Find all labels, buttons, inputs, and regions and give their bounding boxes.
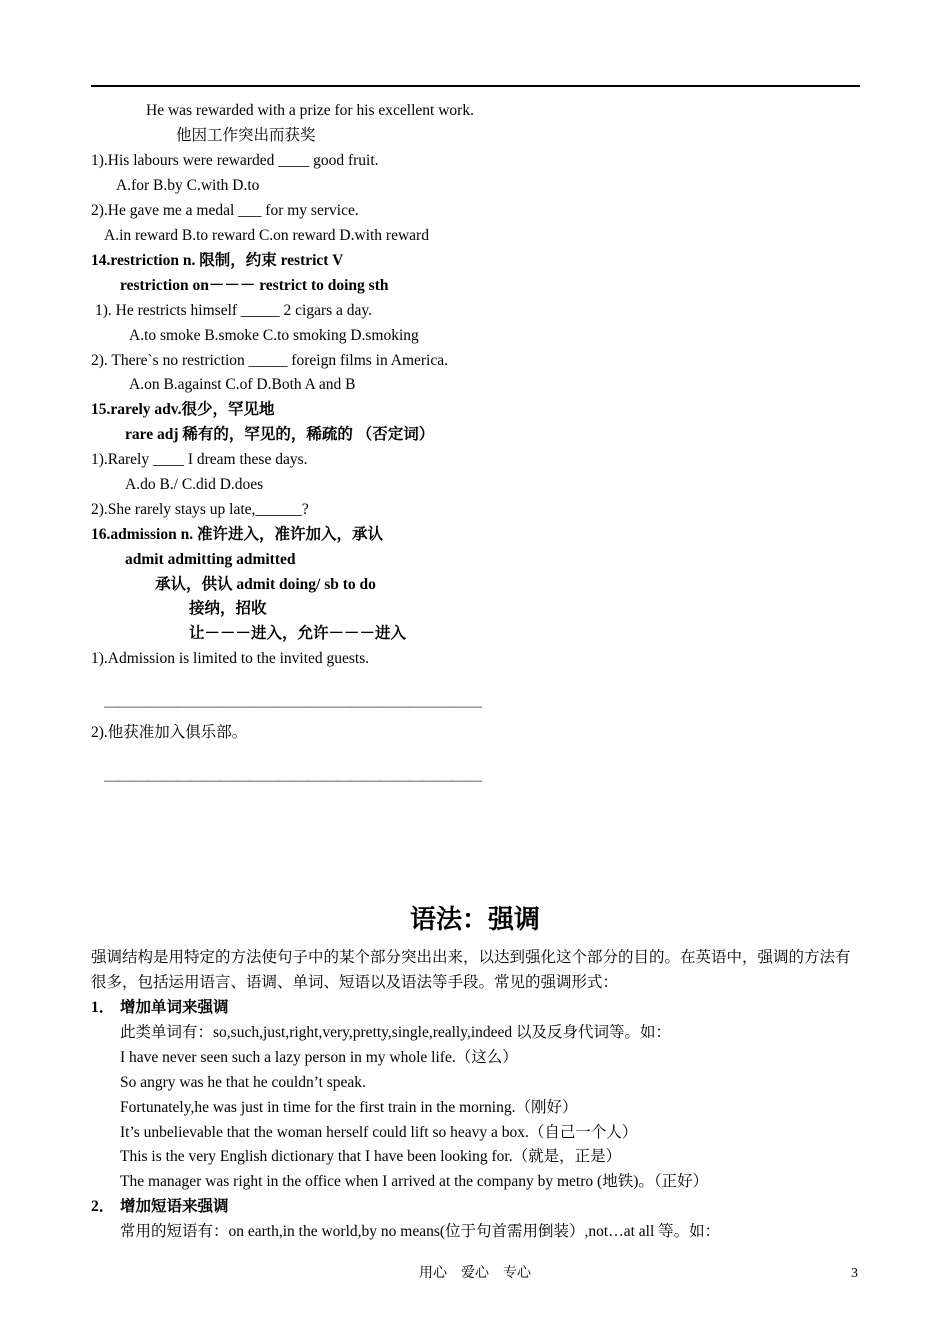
vocab-sense: 承认，供认 admit doing/ sb to do [155, 576, 376, 593]
example-sentence: So angry was he that he couldn’t speak. [120, 1074, 366, 1091]
question-options: A.for B.by C.with D.to [116, 177, 260, 194]
vocab-heading: 16.admission n. 准许进入，准许加入，承认 [91, 526, 383, 543]
translation-prompt: 1).Admission is limited to the invited guests. [91, 650, 370, 667]
question-options: A.in reward B.to reward C.on reward D.with reward [104, 227, 429, 244]
vocab-usage: restriction on－－－ restrict to doing sth [120, 277, 389, 294]
section-number: 1． [91, 999, 115, 1016]
example-sentence: The manager was right in the office when I arrived at the company by metro (地铁)。（正好） [120, 1173, 709, 1190]
vocab-sense: 让－－－进入，允许－－－进入 [189, 625, 407, 642]
intro-paragraph: 强调结构是用特定的方法使句子中的某个部分突出出来，以达到强化这个部分的目的。在英语中，强调的方法有很多，包括运用语言、语调、单词、短语以及语法等手段。常见的强调形式： [91, 949, 851, 991]
vocab-heading: 15.rarely adv.很少，罕见地 [91, 401, 275, 418]
subsection-heading: 增加单词来强调 [120, 999, 229, 1016]
vocab-heading: 14.restriction n. 限制，约束 restrict V [91, 252, 344, 269]
answer-blank-line: —————————————————————————— [104, 698, 481, 715]
question-options: A.on B.against C.of D.Both A and B [129, 376, 356, 393]
example-sentence-zh: 他因工作突出而获奖 [176, 127, 316, 144]
translation-prompt: 2).他获准加入俱乐部。 [91, 724, 248, 741]
vocab-forms: admit admitting admitted [125, 551, 296, 568]
answer-blank-line: —————————————————————————— [104, 772, 481, 789]
question-options: A.do B./ C.did D.does [125, 476, 264, 493]
example-sentence-en: He was rewarded with a prize for his excellent work. [146, 102, 474, 119]
footer-motto: 用心 爱心 专心 [419, 1266, 531, 1281]
example-sentence: This is the very English dictionary that I have been looking for.（就是，正是） [120, 1148, 622, 1165]
subsection-heading: 增加短语来强调 [120, 1198, 229, 1215]
vocab-usage: rare adj 稀有的，罕见的，稀疏的 （否定词） [125, 426, 435, 443]
example-sentence: I have never seen such a lazy person in my whole life.（这么） [120, 1049, 518, 1066]
question-text: 1). He restricts himself _____ 2 cigars a day. [95, 302, 373, 319]
question-options: A.to smoke B.smoke C.to smoking D.smoking [129, 327, 419, 344]
subsection-description: 常用的短语有：on earth,in the world,by no means(位于句首需用倒装）,not…at all 等。如： [120, 1223, 721, 1240]
header-rule [91, 85, 860, 87]
question-text: 1).Rarely ____ I dream these days. [91, 451, 308, 468]
question-text: 1).His labours were rewarded ____ good fruit. [91, 152, 379, 169]
subsection-description: 此类单词有：so,such,just,right,very,pretty,single,really,indeed 以及反身代词等。如： [120, 1024, 672, 1041]
section-title: 语法：强调 [409, 905, 540, 934]
page-number: 3 [851, 1266, 858, 1281]
question-text: 2).She rarely stays up late,______? [91, 501, 309, 518]
example-sentence: Fortunately,he was just in time for the first train in the morning.（刚好） [120, 1099, 578, 1116]
section-number: 2． [91, 1198, 115, 1215]
example-sentence: It’s unbelievable that the woman herself could lift so heavy a box.（自己一个人） [120, 1124, 638, 1141]
question-text: 2).He gave me a medal ___ for my service. [91, 202, 359, 219]
question-text: 2). There`s no restriction _____ foreign films in America. [91, 352, 448, 369]
vocab-sense: 接纳，招收 [189, 600, 267, 617]
